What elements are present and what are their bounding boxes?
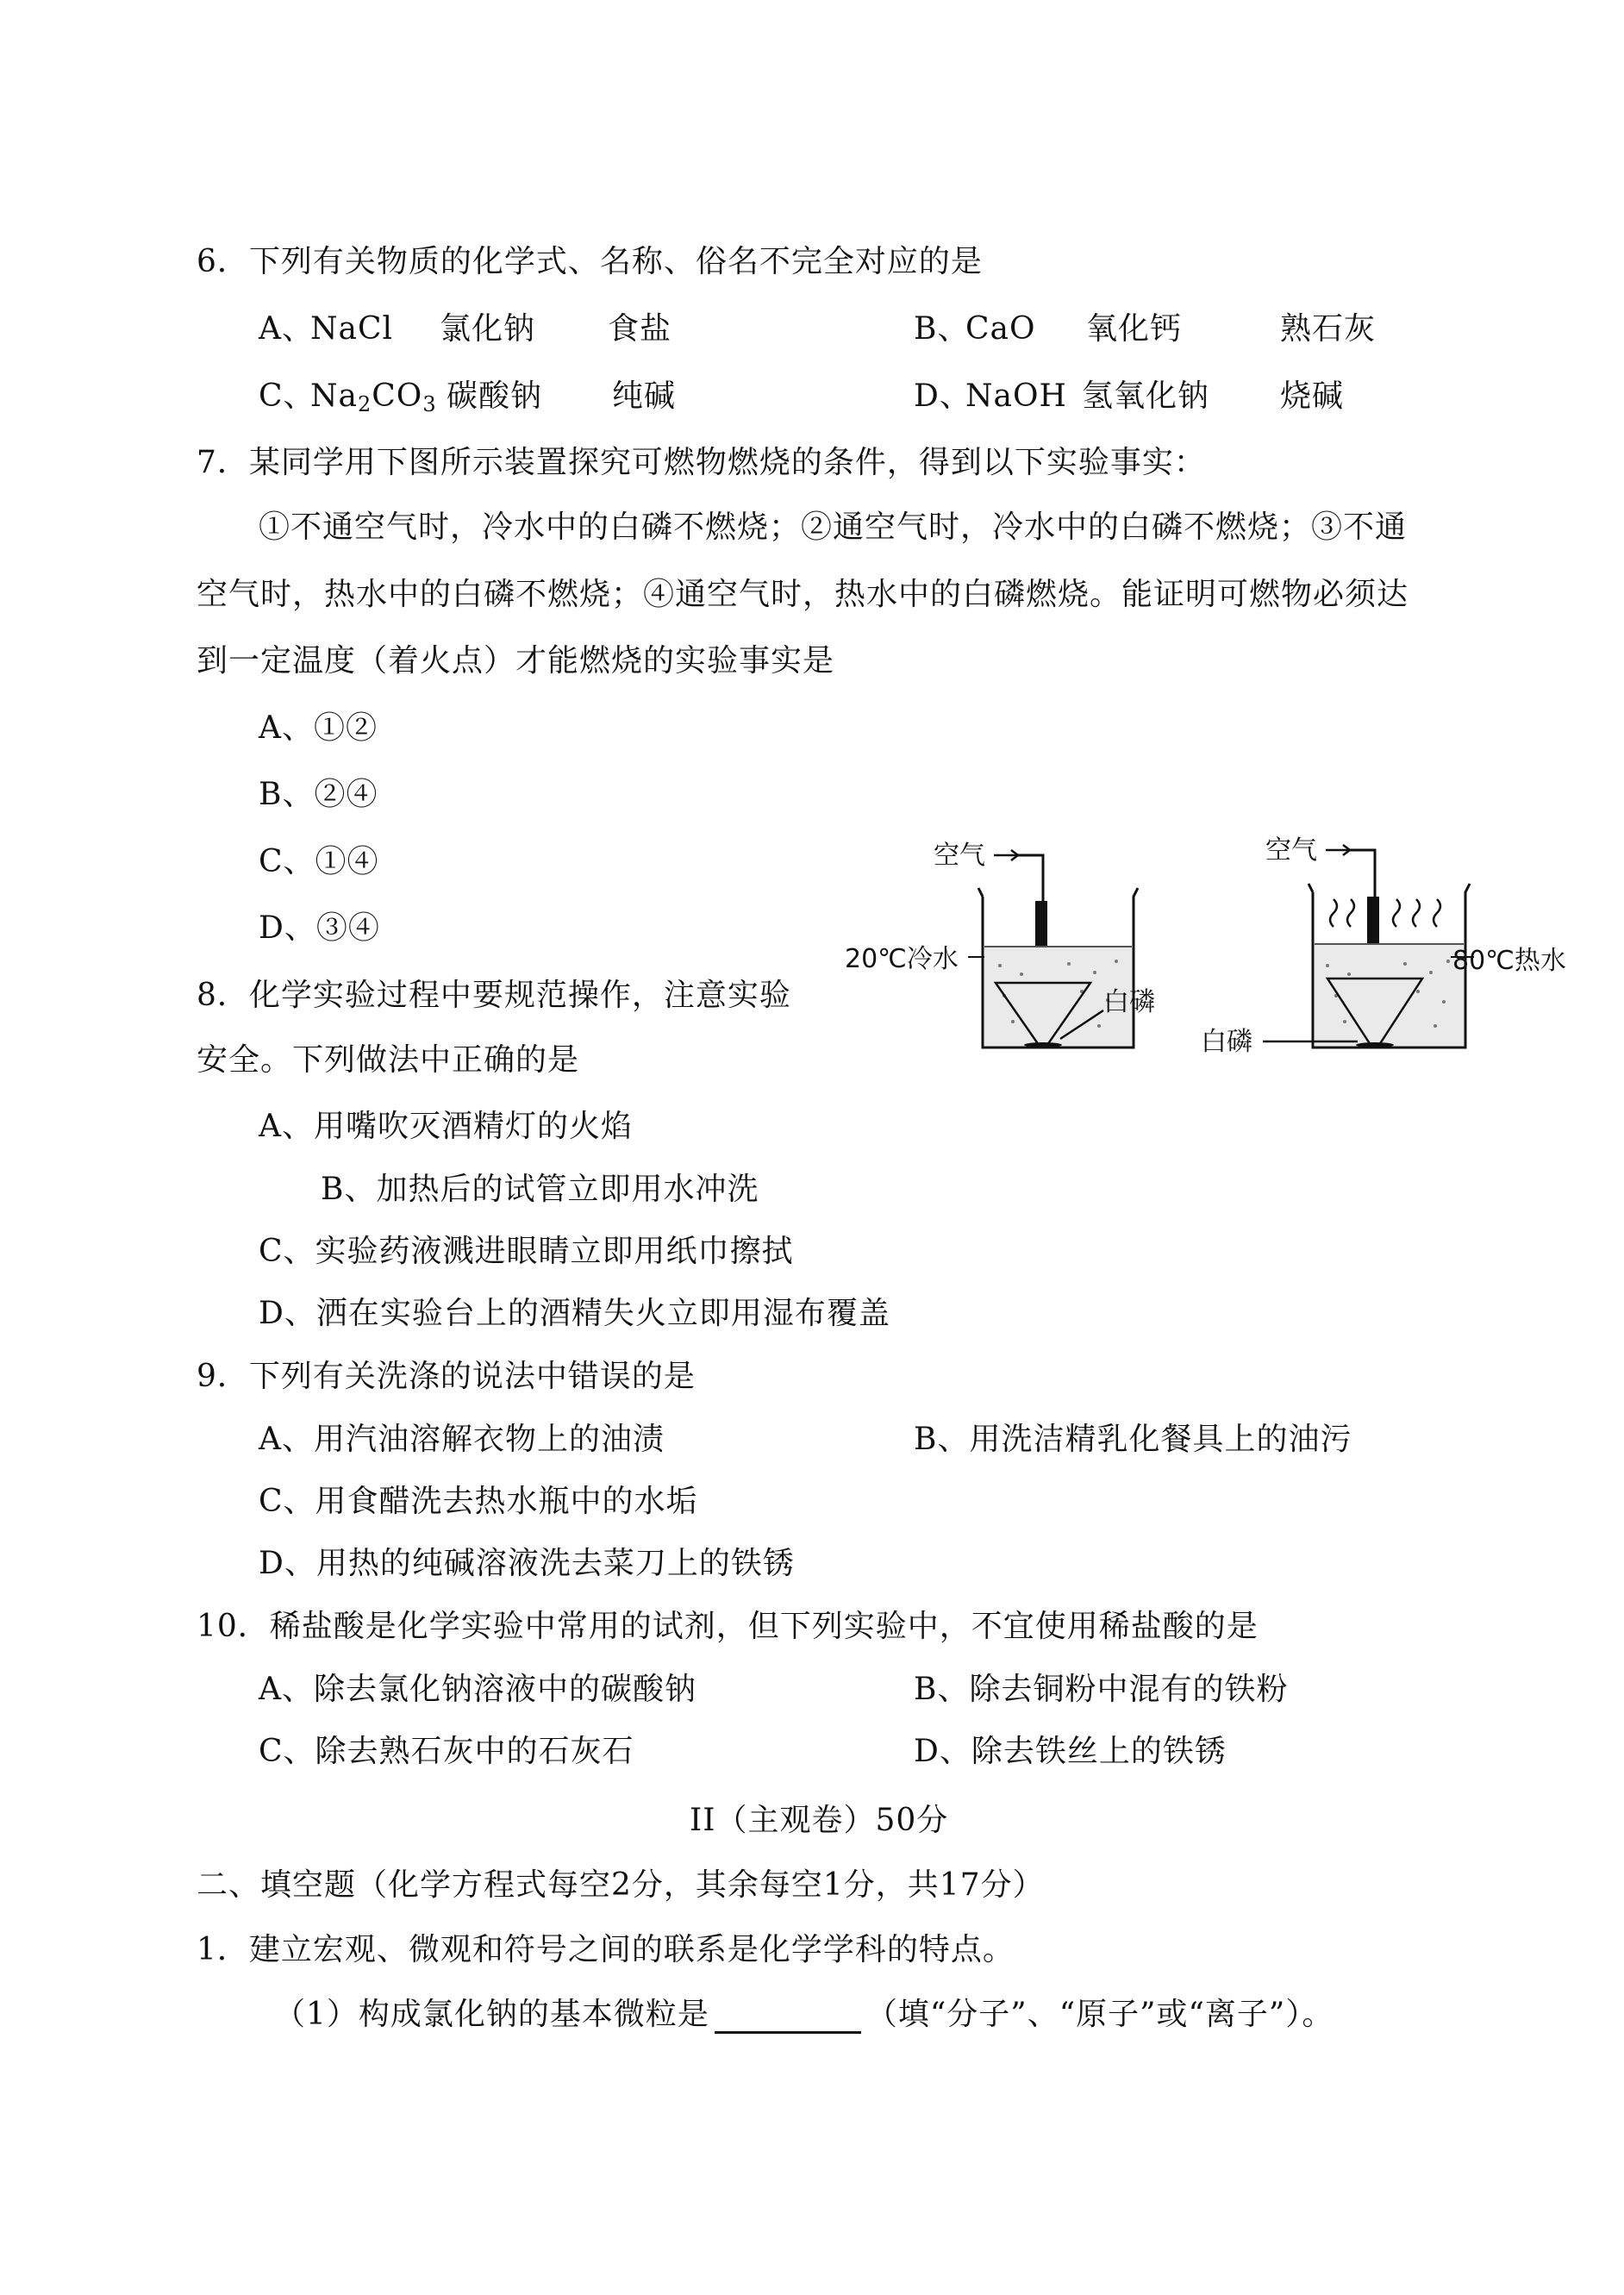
q6-option-c-formula: [310, 378, 437, 416]
q8-option-d: D、洒在实验台上的酒精失火立即用湿布覆盖: [259, 1296, 890, 1331]
q8-option-b: B、加热后的试管立即用水冲洗: [321, 1172, 759, 1207]
q7-option-b: B、②④: [259, 777, 378, 812]
q8-stem-line1: 8．化学实验过程中要规范操作，注意实验: [197, 978, 791, 1013]
q8-option-a: A、用嘴吹灭酒精灯的火焰: [259, 1109, 633, 1144]
formula-part: CO: [372, 378, 423, 414]
q6-option-a-label: A、: [259, 311, 314, 347]
q6-option-b-label: B、: [914, 311, 970, 347]
q8-option-c: C、实验药液溅进眼睛立即用纸巾擦拭: [259, 1234, 794, 1269]
air-label-right: 空气: [1265, 835, 1317, 866]
fill-q1-sub1: [274, 1996, 1334, 2034]
q6-option-c-label: C、: [259, 378, 315, 414]
q6-option-b-common: 熟石灰: [1280, 311, 1377, 347]
q6-option-b-name: 氧化钙: [1086, 311, 1183, 347]
q6-option-d-name: 氢氧化钠: [1082, 378, 1210, 414]
q7-body-line2: 空气时，热水中的白磷不燃烧；④通空气时，热水中的白磷燃烧。能证明可燃物必须达: [197, 577, 1409, 612]
combustion-experiment-diagram: [840, 819, 1582, 1060]
hot-water-label: 80℃热水: [1452, 946, 1566, 976]
hot-water-beaker: [1201, 835, 1566, 1057]
cold-water-label: 20℃冷水: [845, 944, 959, 974]
q6-option-a-formula: NaCl: [310, 311, 394, 347]
q7-option-d: D、③④: [259, 910, 380, 946]
q6-option-d-common: 烧碱: [1280, 378, 1345, 414]
fill-q1-stem: 1．建立宏观、微观和符号之间的联系是化学学科的特点。: [197, 1932, 1015, 1967]
phosphorus-right: [1356, 1042, 1394, 1047]
q6-option-b-formula: CaO: [965, 311, 1036, 347]
fill-q1-sub1-text-after: （填“分子”、“原子”或“离子”）。: [865, 1997, 1334, 2032]
q9-option-b: B、用洗洁精乳化餐具上的油污: [914, 1422, 1352, 1457]
phosphorus-label-left: 白磷: [1103, 987, 1155, 1017]
q6-option-c-common: 纯碱: [612, 378, 677, 414]
q9-option-d: D、用热的纯碱溶液洗去菜刀上的铁锈: [259, 1546, 795, 1581]
q8-stem-line2: 安全。下列做法中正确的是: [197, 1042, 580, 1078]
section-title: II（主观卷）50分: [690, 1803, 949, 1838]
formula-subscript: 3: [422, 392, 437, 416]
q7-option-c: C、①④: [259, 844, 379, 879]
formula-subscript: 2: [357, 392, 372, 416]
answer-blank[interactable]: [715, 2002, 861, 2034]
q6-option-a-common: 食盐: [608, 311, 672, 347]
q9-stem: 9．下列有关洗涤的说法中错误的是: [197, 1359, 696, 1394]
steam-icon: [1330, 899, 1440, 927]
q6-option-d-label: D、: [914, 378, 971, 414]
fill-q1-sub1-text-before: （1）构成氯化钠的基本微粒是: [274, 1997, 709, 2032]
q6-stem: 6．下列有关物质的化学式、名称、俗名不完全对应的是: [197, 244, 983, 279]
q6-option-a-name: 氯化钠: [440, 311, 536, 347]
q10-option-a: A、除去氯化钠溶液中的碳酸钠: [259, 1672, 696, 1707]
q10-stem: 10．稀盐酸是化学实验中常用的试剂，但下列实验中，不宜使用稀盐酸的是: [197, 1609, 1259, 1644]
q10-option-b: B、除去铜粉中混有的铁粉: [914, 1672, 1289, 1707]
q9-option-c: C、用食醋洗去热水瓶中的水垢: [259, 1484, 698, 1519]
q7-option-a: A、①②: [259, 710, 378, 746]
q9-option-a: A、用汽油溶解衣物上的油渍: [259, 1422, 665, 1457]
phosphorus-label-right: 白磷: [1201, 1027, 1252, 1057]
q7-body-line3: 到一定温度（着火点）才能燃烧的实验事实是: [197, 643, 835, 678]
q7-stem: 7．某同学用下图所示装置探究可燃物燃烧的条件，得到以下实验事实：: [197, 445, 1206, 480]
section-heading: 二、填空题（化学方程式每空2分，其余每空1分，共17分）: [197, 1867, 1045, 1903]
phosphorus-left: [1024, 1042, 1062, 1047]
formula-part: Na: [310, 378, 358, 414]
q10-option-d: D、除去铁丝上的铁锈: [914, 1734, 1227, 1769]
q7-body-line1: ①不通空气时，冷水中的白磷不燃烧；②通空气时，冷水中的白磷不燃烧；③不通: [259, 510, 1408, 545]
q10-option-c: C、除去熟石灰中的石灰石: [259, 1734, 634, 1769]
q6-option-d-formula: NaOH: [965, 378, 1067, 414]
q6-option-c-name: 碳酸钠: [447, 378, 543, 414]
cold-water-beaker: [845, 841, 1155, 1047]
air-label-left: 空气: [934, 841, 985, 871]
